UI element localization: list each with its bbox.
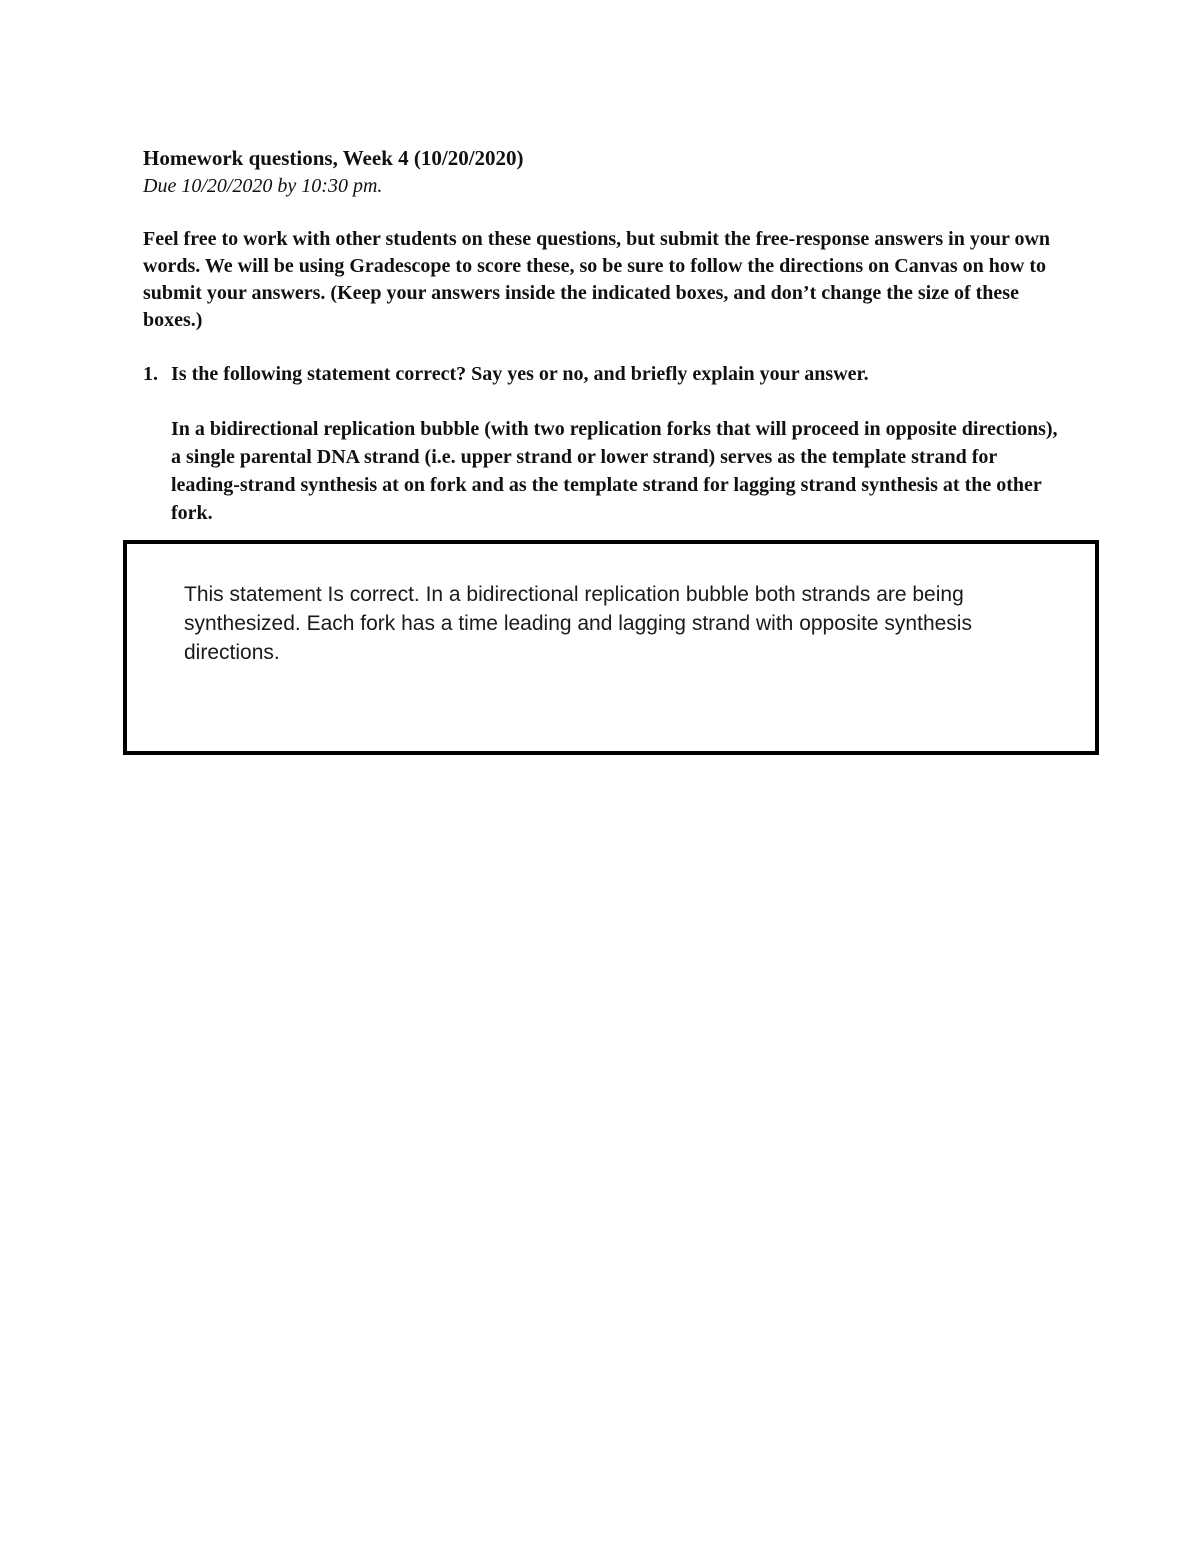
instructions-paragraph: Feel free to work with other students on these questions, but submit the free-response answers in your own words. We will be using Gradescope to score these, so be sure to follow the directions on Canvas on how to submit your answers. (Keep your answers inside the indicated boxes, and don’t change the size of these boxes.) [143, 228, 1051, 331]
document-content [143, 144, 1063, 527]
answer-text[interactable]: This statement Is correct. In a bidirectional replication bubble both strands are being synthesized. Each fork has a time leading and lagging strand with opposite synthesis directions. [184, 583, 972, 664]
question-1 [143, 361, 1063, 388]
question-prompt: Is the following statement correct? Say yes or no, and briefly explain your answer. [171, 363, 869, 385]
question-statement: In a bidirectional replication bubble (with two replication forks that will proceed in opposite directions), a single parental DNA strand (i.e. upper strand or lower strand) serves as the template strand for leading-strand synthesis at on fork and as the template strand for lagging strand synthesis at the other fork. [171, 418, 1058, 524]
answer-box[interactable] [123, 540, 1099, 755]
due-date: Due 10/20/2020 by 10:30 pm. [143, 175, 383, 197]
document-title: Homework questions, Week 4 (10/20/2020) [143, 146, 524, 170]
question-number: 1. [143, 363, 158, 385]
